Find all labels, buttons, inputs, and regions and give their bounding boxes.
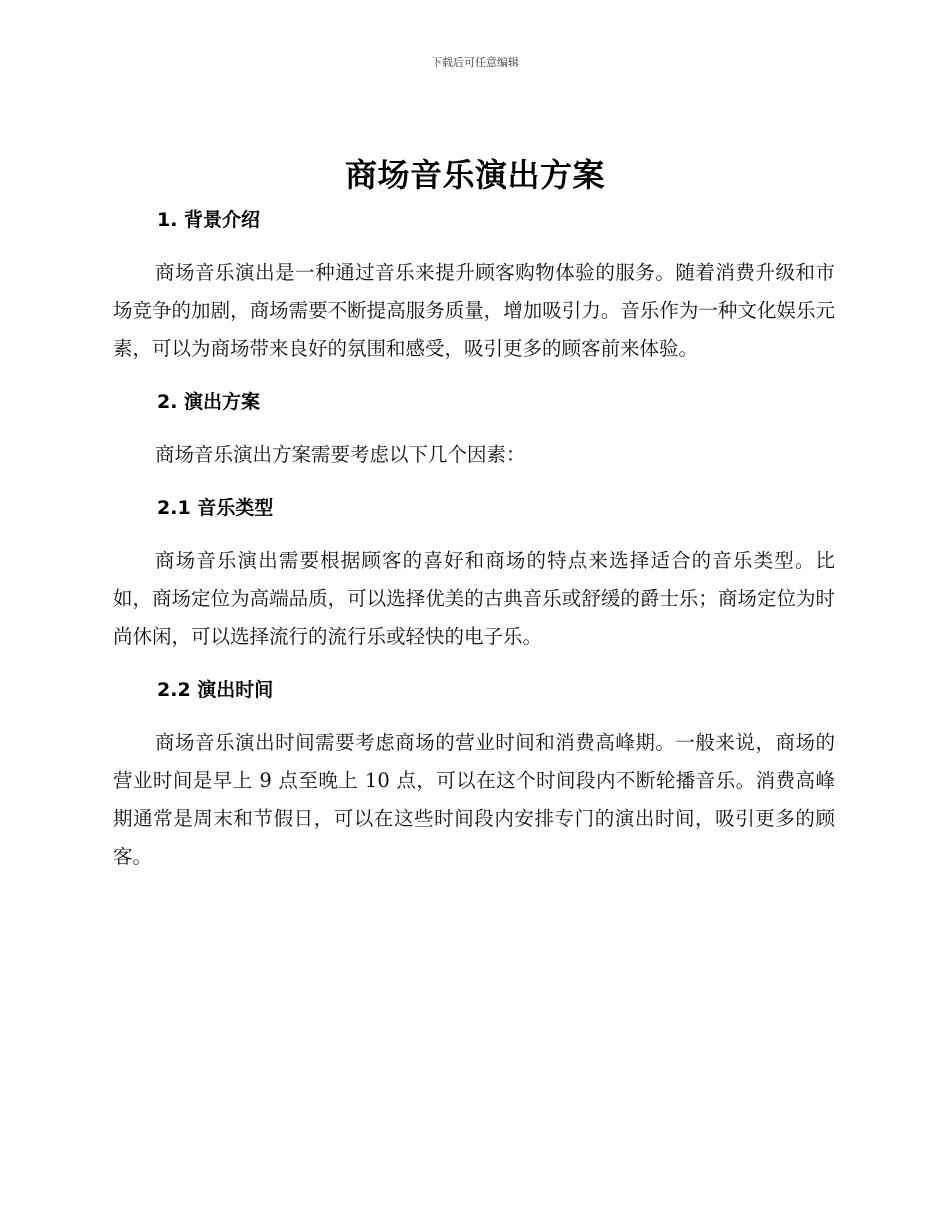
header-note: 下载后可任意编辑: [431, 56, 519, 69]
paragraph-music-type: 商场音乐演出需要根据顾客的喜好和商场的特点来选择适合的音乐类型。比如，商场定位为高端品质，可以选择优美的古典音乐或舒缓的爵士乐；商场定位为时尚休闲，可以选择流行的流行乐或轻快的电子乐。: [113, 549, 835, 648]
section-heading-music-type: 2.1 音乐类型: [157, 497, 274, 519]
section-heading-performance-time: 2.2 演出时间: [157, 679, 274, 701]
paragraph-performance-plan: 商场音乐演出方案需要考虑以下几个因素：: [155, 443, 526, 466]
section-heading-performance-plan: 2. 演出方案: [157, 391, 261, 413]
paragraph-background: 商场音乐演出是一种通过音乐来提升顾客购物体验的服务。随着消费升级和市场竞争的加剧，商场需要不断提高服务质量，增加吸引力。音乐作为一种文化娱乐元素，可以为商场带来良好的氛围和感受，吸引更多的顾客前来体验。: [113, 261, 835, 360]
document-title: 商场音乐演出方案: [344, 156, 605, 194]
paragraph-performance-time: 商场音乐演出时间需要考虑商场的营业时间和消费高峰期。一般来说，商场的营业时间是早上 9 点至晚上 10 点，可以在这个时间段内不断轮播音乐。消费高峰期通常是周末和节假日，可以在这些时间段内安排专门的演出时间，吸引更多的顾客。: [113, 731, 835, 868]
section-heading-background: 1. 背景介绍: [157, 209, 261, 231]
document-body: [113, 206, 835, 876]
